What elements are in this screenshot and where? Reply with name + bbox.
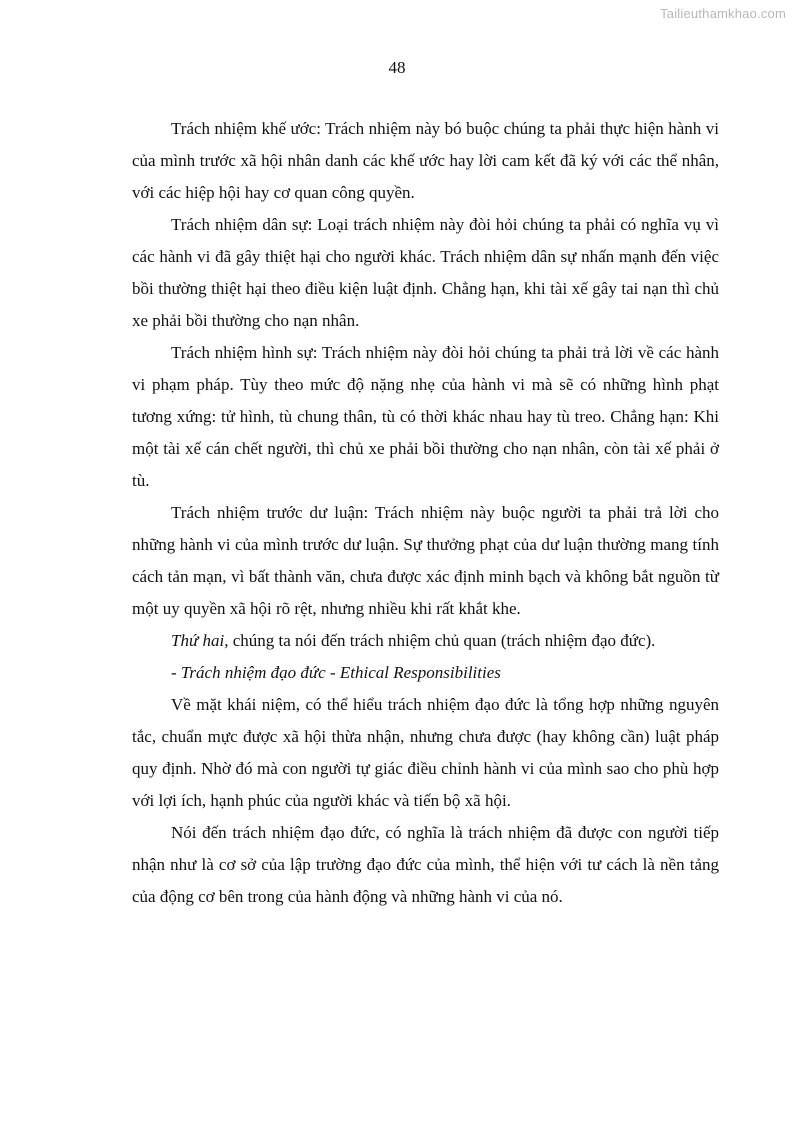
document-body xyxy=(132,113,719,913)
watermark: Tailieuthamkhao.com xyxy=(660,6,786,21)
second-point-lead: Thứ hai, xyxy=(171,631,229,650)
heading-ethical-responsibilities: - Trách nhiệm đạo đức - Ethical Responsibilities xyxy=(171,663,501,682)
page-number: 48 xyxy=(388,58,406,77)
paragraph-ethical-concept: Về mặt khái niệm, có thể hiểu trách nhiệm đạo đức là tổng hợp những nguyên tắc, chuẩn mực được xã hội thừa nhận, nhưng chưa được (hay không cần) luật pháp quy định. Nhờ đó mà con người tự giác điều chỉnh hành vi của mình sao cho phù hợp với lợi ích, hạnh phúc của người khác và tiến bộ xã hội. xyxy=(132,695,719,810)
second-point-text: chúng ta nói đến trách nhiệm chủ quan (trách nhiệm đạo đức). xyxy=(228,631,656,650)
paragraph-contract-responsibility: Trách nhiệm khế ước: Trách nhiệm này bó buộc chúng ta phải thực hiện hành vi của mình trước xã hội nhân danh các khế ước hay lời cam kết đã ký với các thể nhân, với các hiệp hội hay cơ quan công quyền. xyxy=(132,119,719,202)
paragraph-criminal-responsibility: Trách nhiệm hình sự: Trách nhiệm này đòi hỏi chúng ta phải trả lời về các hành vi phạm pháp. Tùy theo mức độ nặng nhẹ của hành vi mà sẽ có những hình phạt tương xứng: tử hình, tù chung thân, tù có thời khác nhau hay tù treo. Chẳng hạn: Khi một tài xế cán chết người, thì chủ xe phải bồi thường cho nạn nhân, còn tài xế phải ở tù. xyxy=(132,343,719,490)
paragraph-ethical-foundation: Nói đến trách nhiệm đạo đức, có nghĩa là trách nhiệm đã được con người tiếp nhận như là cơ sở của lập trường đạo đức của mình, thể hiện với tư cách là nền tảng của động cơ bên trong của hành động và những hành vi của nó. xyxy=(132,823,719,906)
paragraph-civil-responsibility: Trách nhiệm dân sự: Loại trách nhiệm này đòi hỏi chúng ta phải có nghĩa vụ vì các hành vi đã gây thiệt hại cho người khác. Trách nhiệm dân sự nhấn mạnh đến việc bồi thường thiệt hại theo điều kiện luật định. Chẳng hạn, khi tài xế gây tai nạn thì chủ xe phải bồi thường cho nạn nhân. xyxy=(132,215,719,330)
paragraph-second-point xyxy=(132,625,719,657)
paragraph-public-opinion-responsibility: Trách nhiệm trước dư luận: Trách nhiệm này buộc người ta phải trả lời cho những hành vi của mình trước dư luận. Sự thưởng phạt của dư luận thường mang tính cách tản mạn, vì bất thành văn, chưa được xác định minh bạch và không bắt nguồn từ một uy quyền xã hội rõ rệt, nhưng nhiều khi rất khắt khe. xyxy=(132,503,719,618)
